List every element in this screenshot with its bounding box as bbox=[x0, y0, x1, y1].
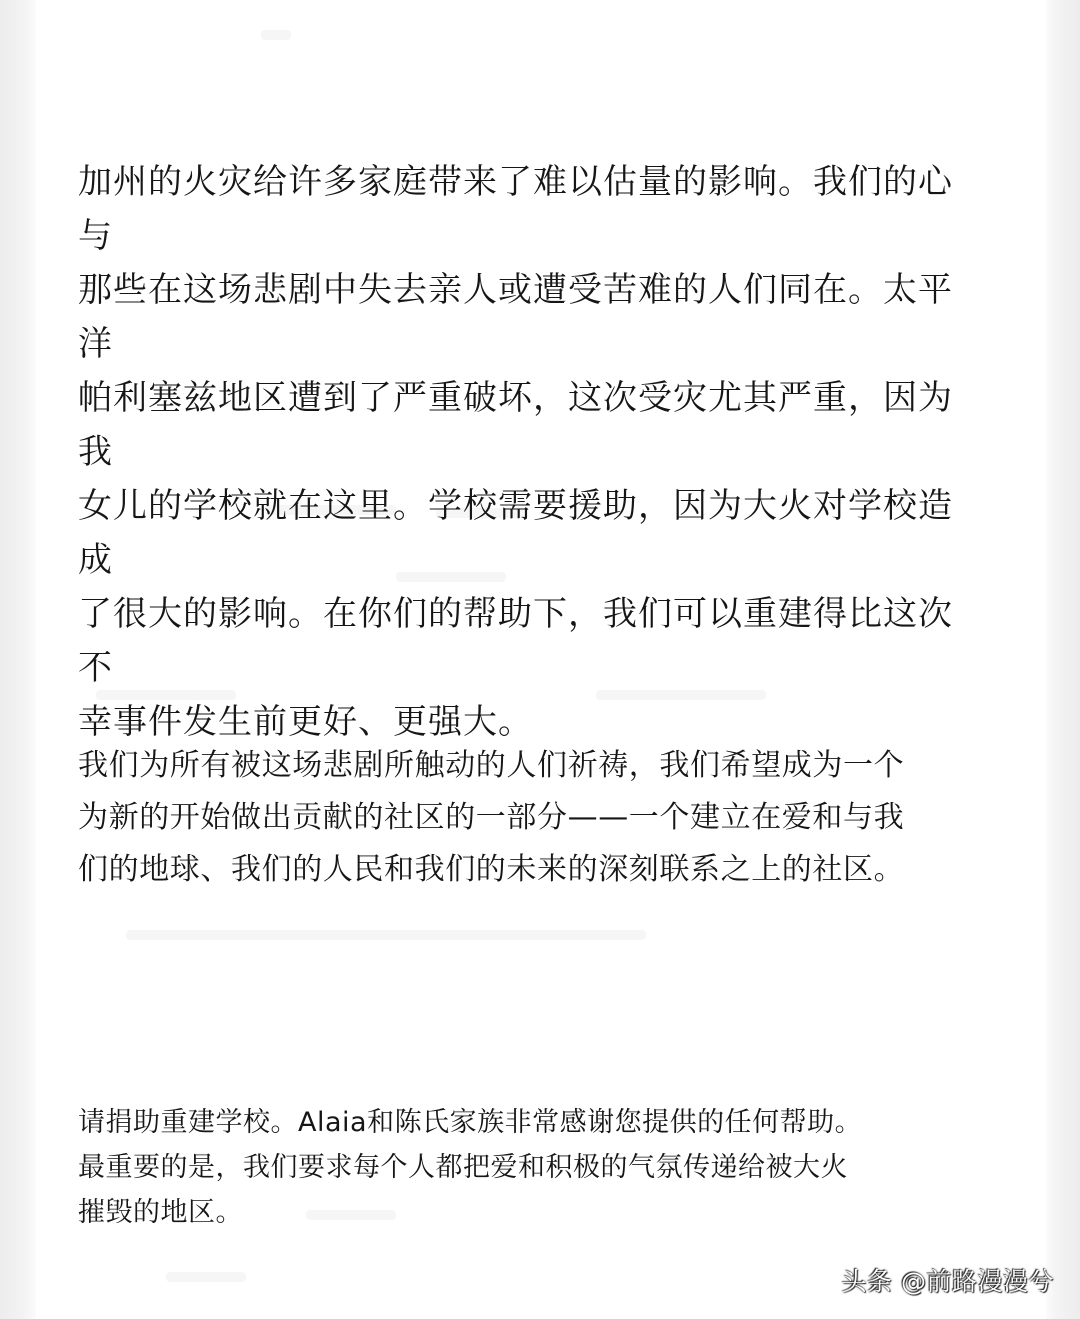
faded-background-line bbox=[126, 930, 646, 940]
article-paragraph-3: 请捐助重建学校。Alaia和陈氏家族非常感谢您提供的任何帮助。 最重要的是，我们要求每个人都把爱和积极的气氛传递给被大火 摧毁的地区。 bbox=[78, 1107, 863, 1228]
left-page-shadow bbox=[0, 0, 36, 1319]
faded-background-line bbox=[166, 1272, 246, 1282]
source-watermark: 头条 @前路漫漫兮 bbox=[841, 1267, 1054, 1296]
article-panel bbox=[36, 0, 1046, 1319]
right-page-shadow bbox=[1046, 0, 1080, 1319]
faded-background-line bbox=[261, 30, 291, 40]
article-paragraph-2: 我们为所有被这场悲剧所触动的人们祈祷，我们希望成为一个 为新的开始做出贡献的社区的一部分——一个建立在爱和与我 们的地球、我们的人民和我们的未来的深刻联系之上的社区。 bbox=[78, 748, 905, 887]
article-paragraph-1: 加州的火灾给许多家庭带来了难以估量的影响。我们的心与 那些在这场悲剧中失去亲人或遭受苦难的人们同在。太平洋 帕利塞兹地区遭到了严重破坏，这次受灾尤其严重，因为我 女儿的学校就在这里。学校需要援助，因为大火对学校造成 了很大的影响。在你们的帮助下，我们可以重建得比这次不 幸事件发生前更好、更强大。 bbox=[78, 162, 953, 742]
